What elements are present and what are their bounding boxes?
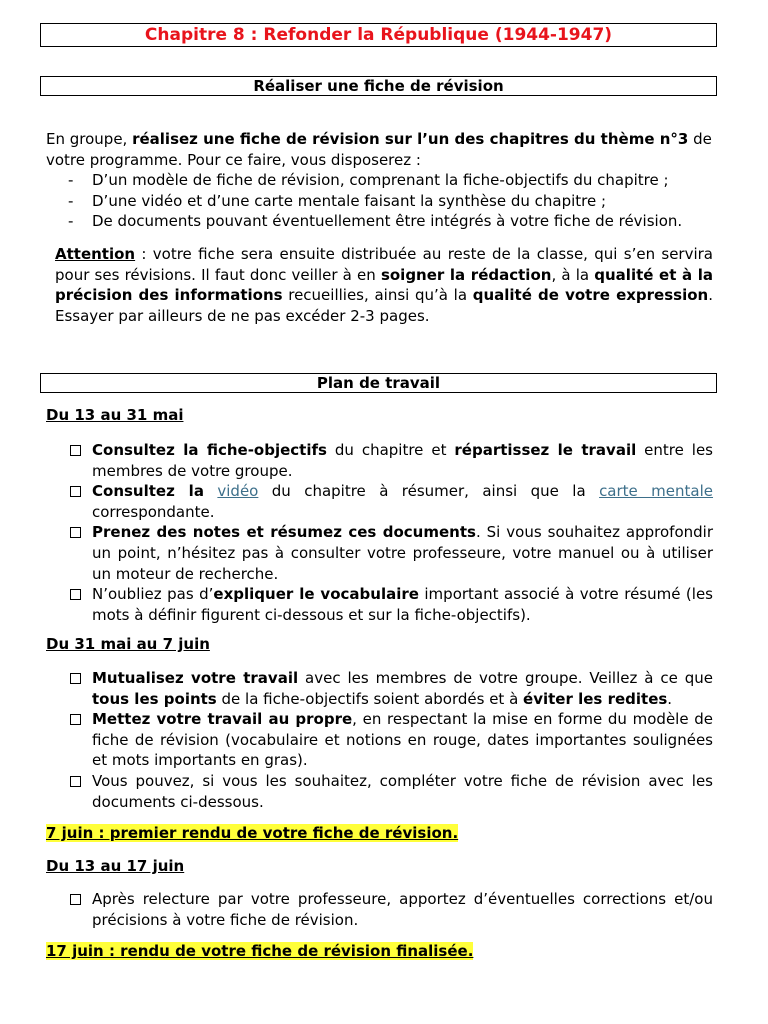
checklist-period-2 — [68, 668, 713, 812]
dash-marker: - — [68, 171, 74, 189]
attention-paragraph — [55, 244, 713, 327]
checklist-item — [68, 771, 713, 812]
text — [204, 482, 217, 500]
list-item — [46, 191, 718, 212]
list-item-text: D’une vidéo et d’une carte mentale faisant la synthèse du chapitre ; — [92, 191, 607, 210]
plan-title: Plan de travail — [40, 373, 717, 393]
text: avec les membres de votre groupe. Veillez à ce que — [298, 669, 713, 687]
chapter-title: Chapitre 8 : Refonder la République (1944-1947) — [40, 23, 717, 47]
text: , en respectant la mise en forme du modèle de fiche de révision (vocabulaire et notions en rouge, dates importantes soulignées et mots importants en gras). — [92, 710, 713, 770]
text: . — [667, 689, 673, 708]
mind-map-link[interactable]: carte mentale — [599, 482, 714, 501]
checklist-item — [68, 584, 713, 625]
attention-label: Attention — [55, 245, 136, 263]
list-item-text: De documents pouvant éventuellement être intégrés à votre fiche de révision. — [92, 212, 683, 230]
checklist-item — [68, 889, 713, 930]
period-heading: Du 31 mai au 7 juin — [46, 635, 210, 653]
text: . Essayer par ailleurs de ne pas excéder 2-3 pages. — [55, 286, 713, 326]
bold-text: expliquer le vocabulaire — [213, 585, 419, 604]
checkbox-icon — [70, 776, 81, 787]
bold-text: Mettez votre travail au propre — [92, 710, 353, 729]
intro-text: En groupe, — [46, 130, 133, 148]
checklist-period-1 — [68, 440, 713, 625]
bold-text: qualité et à la précision des informations — [55, 265, 714, 305]
bold-text: répartissez le travail — [454, 441, 637, 459]
text: : votre fiche sera ensuite distribuée au reste de la classe, qui s’en servira pour ses révisions. Il faut donc veiller à en — [55, 245, 713, 284]
checklist-item — [68, 709, 713, 771]
text: Vous pouvez, si vous les souhaitez, compléter votre fiche de révision avec les documents ci-dessous. — [92, 771, 713, 811]
bold-text: Mutualisez votre travail — [92, 669, 299, 687]
text: du chapitre à résumer, ainsi que la — [258, 482, 600, 501]
period-heading: Du 13 au 17 juin — [46, 857, 185, 875]
checkbox-icon — [70, 589, 81, 600]
text: N’oubliez pas d’ — [92, 585, 214, 604]
checkbox-icon — [70, 527, 81, 538]
checklist-item — [68, 481, 713, 522]
bold-text: tous les points — [92, 689, 217, 708]
resources-list — [46, 170, 718, 232]
period-heading: Du 13 au 31 mai — [46, 406, 184, 424]
bold-text: qualité de votre expression — [472, 286, 709, 305]
intro-paragraph — [46, 129, 718, 232]
text: de la fiche-objectifs soient abordés et à — [216, 689, 524, 708]
text: important associé à votre résumé (les mots à définir figurent ci-dessous et sur la fiche-objectifs). — [92, 585, 713, 624]
dash-marker: - — [68, 212, 74, 230]
list-item — [46, 211, 718, 232]
section-title: Réaliser une fiche de révision — [40, 76, 717, 96]
bold-text: Consultez la fiche-objectifs — [92, 441, 327, 459]
checkbox-icon — [70, 445, 81, 456]
deadline-highlight: 17 juin : rendu de votre fiche de révision finalisée. — [46, 942, 474, 960]
bold-text: Prenez des notes et résumez ces documents — [92, 523, 476, 542]
checkbox-icon — [70, 673, 81, 684]
video-link[interactable]: vidéo — [217, 482, 259, 501]
checklist-item — [68, 522, 713, 584]
dash-marker: - — [68, 191, 74, 210]
text: Après relecture par votre professeure, apportez d’éventuelles corrections et/ou précisions à votre fiche de révision. — [92, 890, 713, 929]
bold-text: éviter les redites — [523, 689, 668, 708]
checkbox-icon — [70, 894, 81, 905]
text: , à la — [551, 265, 595, 284]
bold-text: Consultez la — [92, 482, 204, 501]
text: entre les membres de votre groupe. — [92, 441, 713, 480]
bold-text: soigner la rédaction — [380, 265, 552, 284]
checkbox-icon — [70, 714, 81, 725]
intro-bold: réalisez une fiche de révision sur l’un des chapitres du thème n°3 — [132, 130, 689, 148]
checklist-period-3 — [68, 889, 713, 930]
list-item-text: D’un modèle de fiche de révision, comprenant la fiche-objectifs du chapitre ; — [92, 171, 669, 189]
checklist-item — [68, 440, 713, 481]
text: du chapitre et — [326, 441, 455, 459]
intro-text-end: de votre programme. Pour ce faire, vous disposerez : — [46, 130, 712, 169]
list-item — [46, 170, 718, 191]
text: correspondante. — [92, 502, 215, 521]
checklist-item — [68, 668, 713, 709]
text: recueillies, ainsi qu’à la — [282, 286, 473, 305]
checkbox-icon — [70, 486, 81, 497]
deadline-highlight: 7 juin : premier rendu de votre fiche de révision. — [46, 824, 459, 842]
text: . Si vous souhaitez approfondir un point, n’hésitez pas à consulter votre professeure, votre manuel ou à utiliser un moteur de recherche. — [92, 523, 713, 583]
